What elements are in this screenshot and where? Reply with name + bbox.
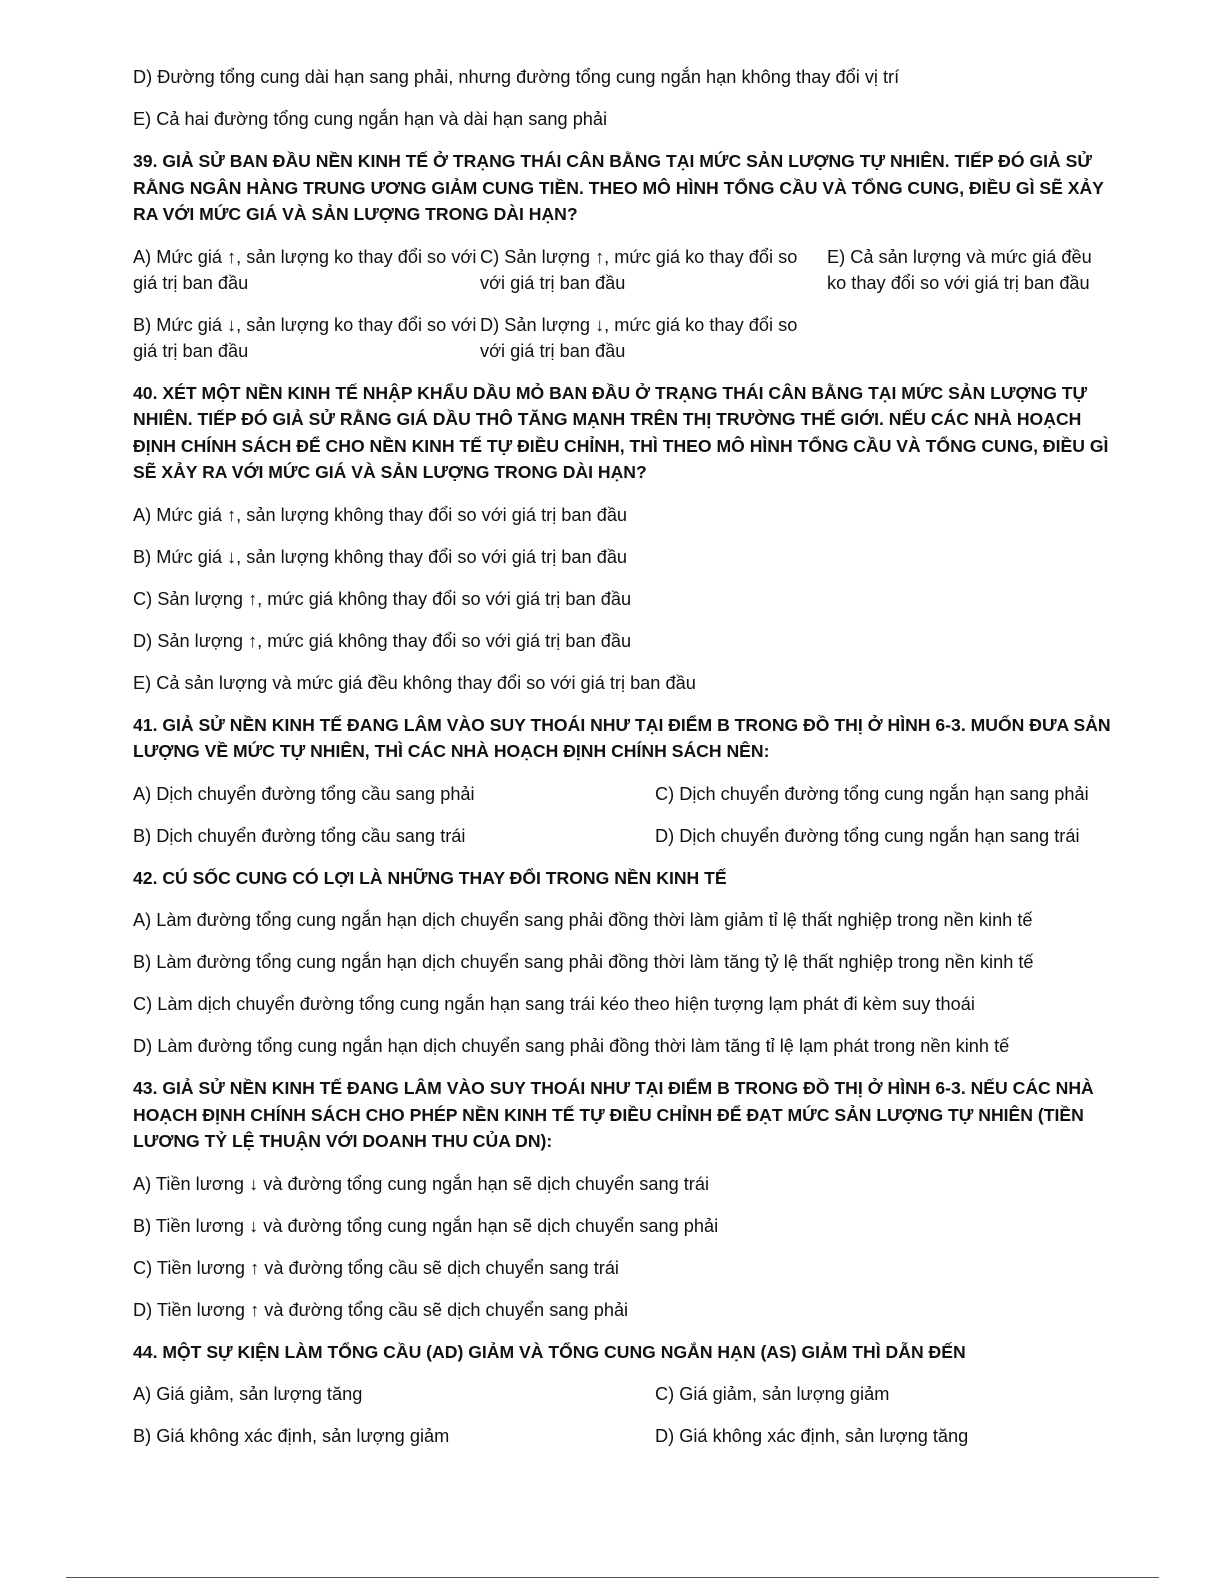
option-44-d: D) Giá không xác định, sản lượng tăng [655,1426,969,1446]
option-40-b: B) Mức giá ↓, sản lượng không thay đổi so với giá trị ban đầu [133,546,628,567]
question-42: 42. CÚ SỐC CUNG CÓ LỢI LÀ NHỮNG THAY ĐỔI TRONG NỀN KINH TẾ [133,867,727,888]
option-41-a: A) Dịch chuyển đường tổng cầu sang phải [133,783,475,804]
question-39: 39. GIẢ SỬ BAN ĐẦU NỀN KINH TẾ Ở TRẠNG THÁI CÂN BẰNG TẠI MỨC SẢN LƯỢNG TỰ NHIÊN. TIẾP ĐÓ GIẢ SỬ RẰNG NGÂN HÀNG TRUNG ƯƠNG GIẢM CUNG TIỀN. THEO MÔ HÌNH TỔNG CẦU VÀ TỔNG CUNG, ĐIỀU GÌ SẼ XẢY RA VỚI MỨC GIÁ VÀ SẢN LƯỢNG TRONG DÀI HẠN? [133,151,1104,224]
question-41: 41. GIẢ SỬ NỀN KINH TẾ ĐANG LÂM VÀO SUY THOÁI NHƯ TẠI ĐIỂM B TRONG ĐỒ THỊ Ở HÌNH 6-3. MUỐN ĐƯA SẢN LƯỢNG VỀ MỨC TỰ NHIÊN, THÌ CÁC NHÀ HOẠCH ĐỊNH CHÍNH SÁCH NÊN: [133,714,1111,761]
page-bottom-divider [66,1577,1159,1578]
question-40: 40. XÉT MỘT NỀN KINH TẾ NHẬP KHẨU DẦU MỎ BAN ĐẦU Ở TRẠNG THÁI CÂN BẰNG TẠI MỨC SẢN LƯỢNG TỰ NHIÊN. TIẾP ĐÓ GIẢ SỬ RẰNG GIÁ DẦU THÔ TĂNG MẠNH TRÊN THỊ TRƯỜNG THẾ GIỚI. NẾU CÁC NHÀ HOẠCH ĐỊNH CHÍNH SÁCH ĐỂ CHO NỀN KINH TẾ TỰ ĐIỀU CHỈNH, THÌ THEO MÔ HÌNH TỔNG CẦU VÀ TỔNG CUNG, ĐIỀU GÌ SẼ XẢY RA VỚI MỨC GIÁ VÀ SẢN LƯỢNG TRONG DÀI HẠN? [133,382,1109,482]
options-41 [133,781,1113,849]
option-43-b: B) Tiền lương ↓ và đường tổng cung ngắn hạn sẽ dịch chuyển sang phải [133,1215,719,1236]
option-43-a: A) Tiền lương ↓ và đường tổng cung ngắn hạn sẽ dịch chuyển sang trái [133,1173,709,1194]
option-43-d: D) Tiền lương ↑ và đường tổng cầu sẽ dịch chuyển sang phải [133,1299,629,1320]
option-38-d: D) Đường tổng cung dài hạn sang phải, nhưng đường tổng cung ngắn hạn không thay đổi vị trí [133,67,900,87]
option-41-c: C) Dịch chuyển đường tổng cung ngắn hạn sang phải [655,783,1089,804]
option-44-c: C) Giá giảm, sản lượng giảm [655,1384,890,1404]
option-39-e: E) Cả sản lượng và mức giá đều ko thay đổi so với giá trị ban đầu [827,246,1092,293]
option-40-c: C) Sản lượng ↑, mức giá không thay đổi so với giá trị ban đầu [133,588,632,609]
option-42-b: B) Làm đường tổng cung ngắn hạn dịch chuyển sang phải đồng thời làm tăng tỷ lệ thất nghiệp trong nền kinh tế [133,952,1034,972]
question-43: 43. GIẢ SỬ NỀN KINH TẾ ĐANG LÂM VÀO SUY THOÁI NHƯ TẠI ĐIỂM B TRONG ĐỒ THỊ Ở HÌNH 6-3. NẾU CÁC NHÀ HOẠCH ĐỊNH CHÍNH SÁCH CHO PHÉP NỀN KINH TẾ TỰ ĐIỀU CHỈNH ĐỂ ĐẠT MỨC SẢN LƯỢNG TỰ NHIÊN (TIỀN LƯƠNG TỶ LỆ THUẬN VỚI DOANH THU CỦA DN): [133,1078,1094,1151]
document-page [133,64,1113,1465]
option-40-a: A) Mức giá ↑, sản lượng không thay đổi so với giá trị ban đầu [133,504,628,525]
option-39-b: B) Mức giá ↓, sản lượng ko thay đổi so với giá trị ban đầu [133,314,477,361]
option-42-c: C) Làm dịch chuyển đường tổng cung ngắn hạn sang trái kéo theo hiện tượng lạm phát đi kèm suy thoái [133,994,975,1014]
options-39 [133,244,1113,364]
option-44-a: A) Giá giảm, sản lượng tăng [133,1384,363,1404]
option-42-d: D) Làm đường tổng cung ngắn hạn dịch chuyển sang phải đồng thời làm tăng tỉ lệ lạm phát trong nền kinh tế [133,1036,1010,1056]
option-43-c: C) Tiền lương ↑ và đường tổng cầu sẽ dịch chuyển sang trái [133,1257,619,1278]
option-38-e: E) Cả hai đường tổng cung ngắn hạn và dài hạn sang phải [133,109,608,129]
option-39-a: A) Mức giá ↑, sản lượng ko thay đổi so với giá trị ban đầu [133,246,477,293]
option-39-d: D) Sản lượng ↓, mức giá ko thay đổi so với giá trị ban đầu [480,314,798,361]
option-41-d: D) Dịch chuyển đường tổng cung ngắn hạn sang trái [655,825,1080,846]
option-44-b: B) Giá không xác định, sản lượng giảm [133,1426,450,1446]
option-41-b: B) Dịch chuyển đường tổng cầu sang trái [133,825,466,846]
option-42-a: A) Làm đường tổng cung ngắn hạn dịch chuyển sang phải đồng thời làm giảm tỉ lệ thất nghiệp trong nền kinh tế [133,910,1033,930]
option-40-e: E) Cả sản lượng và mức giá đều không thay đổi so với giá trị ban đầu [133,672,696,693]
option-40-d: D) Sản lượng ↑, mức giá không thay đổi so với giá trị ban đầu [133,630,632,651]
question-44: 44. MỘT SỰ KIỆN LÀM TỔNG CẦU (AD) GIẢM VÀ TỔNG CUNG NGẮN HẠN (AS) GIẢM THÌ DẪN ĐẾN [133,1341,966,1362]
options-44 [133,1381,1113,1449]
option-39-c: C) Sản lượng ↑, mức giá ko thay đổi so với giá trị ban đầu [480,246,798,293]
